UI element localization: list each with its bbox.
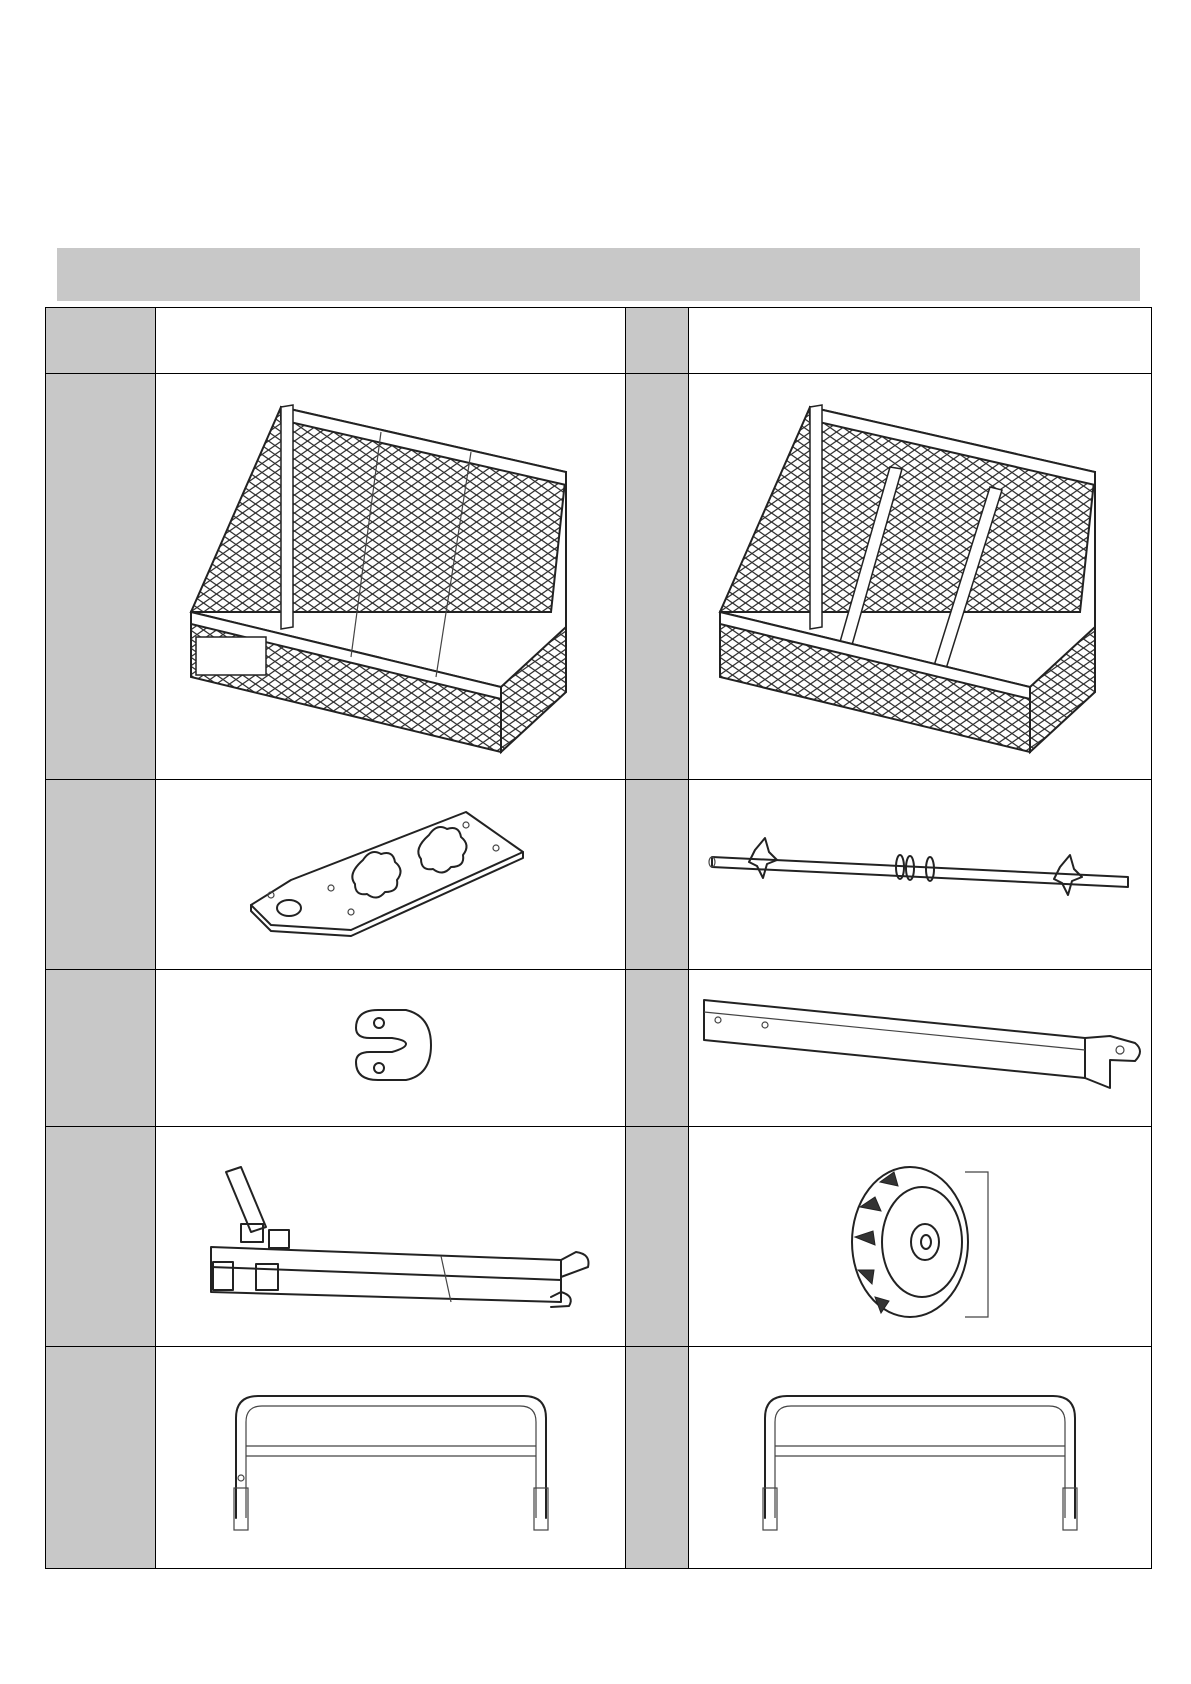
hitch-tow-bar-icon (181, 1152, 601, 1322)
header-name-left (156, 308, 626, 374)
part-image-cell (689, 1127, 1152, 1347)
part-number-cell (46, 1347, 156, 1569)
parts-list-table (45, 307, 1152, 1569)
table-header-row (46, 308, 1152, 374)
part-image-cell (156, 1347, 626, 1569)
part-image-cell (689, 1347, 1152, 1569)
u-bracket-icon (331, 998, 451, 1098)
part-image-cell (689, 374, 1152, 780)
table-row (46, 1127, 1152, 1347)
part-number-cell (626, 970, 689, 1127)
part-image-cell (156, 1127, 626, 1347)
header-name-right (689, 308, 1152, 374)
part-number-cell (46, 1127, 156, 1347)
table-row (46, 1347, 1152, 1569)
part-image-cell (156, 374, 626, 780)
header-num-right (626, 308, 689, 374)
part-image-cell (156, 780, 626, 970)
u-handle-bar-icon (745, 1378, 1095, 1538)
square-tube-arm-icon (690, 988, 1150, 1108)
part-number-cell (626, 1127, 689, 1347)
axle-shaft-icon (700, 815, 1140, 935)
part-number-cell (46, 374, 156, 780)
part-number-cell (626, 374, 689, 780)
wheel-icon (840, 1152, 1000, 1322)
header-num-left (46, 308, 156, 374)
part-image-cell (689, 780, 1152, 970)
section-title-bar (57, 248, 1140, 303)
table-row (46, 780, 1152, 970)
u-handle-bar-icon (216, 1378, 566, 1538)
part-number-cell (626, 780, 689, 970)
mounting-plate-icon (241, 800, 541, 950)
part-number-cell (46, 970, 156, 1127)
mesh-cargo-basket-with-ribs-icon (700, 387, 1140, 767)
table-row (46, 970, 1152, 1127)
part-number-cell (626, 1347, 689, 1569)
part-image-cell (156, 970, 626, 1127)
mesh-cargo-basket-icon (171, 387, 611, 767)
part-number-cell (46, 780, 156, 970)
table-row (46, 374, 1152, 780)
part-image-cell (689, 970, 1152, 1127)
